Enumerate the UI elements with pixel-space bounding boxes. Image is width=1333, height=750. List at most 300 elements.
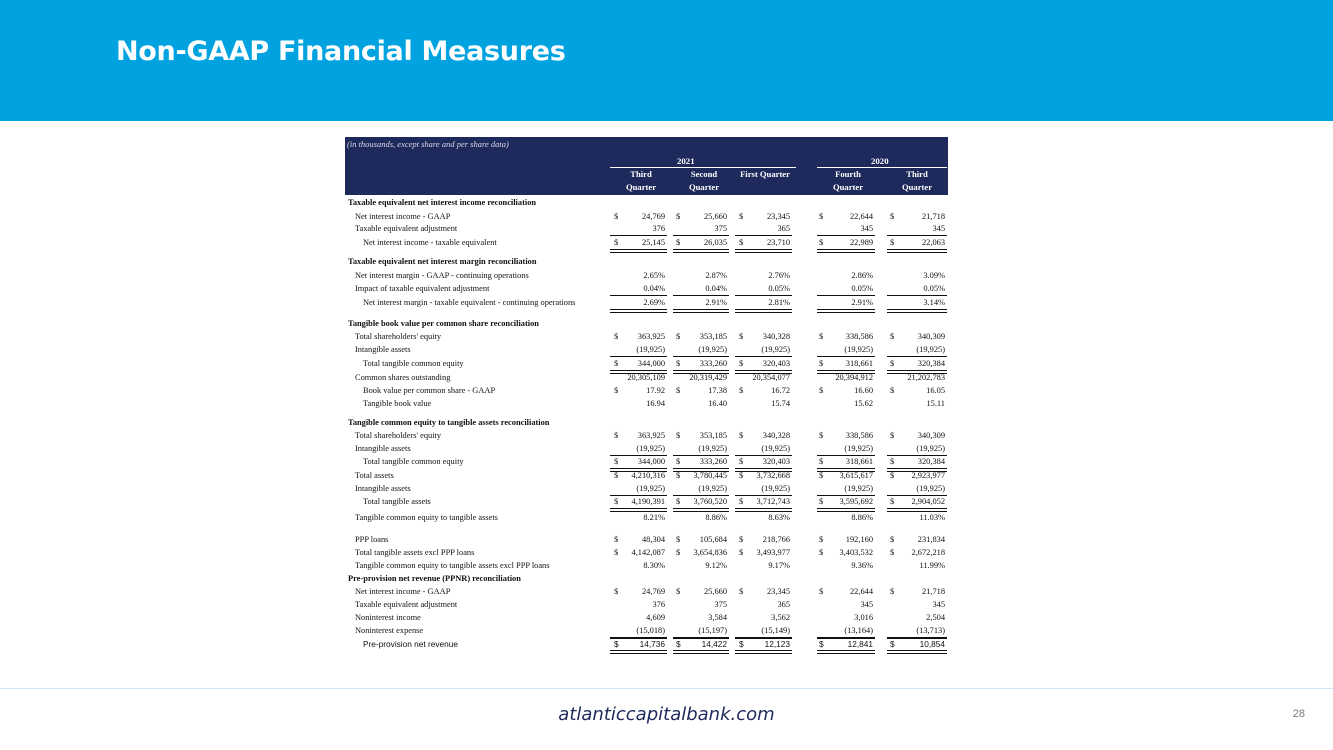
currency-symbol: $ [614, 431, 619, 440]
cell-value: 320,384 [917, 457, 945, 466]
subtotal-rule [610, 638, 667, 639]
currency-symbol: $ [739, 471, 744, 480]
cell-value: 340,328 [762, 431, 790, 440]
cell-value: 12,123 [764, 639, 790, 649]
cell-value: 17.92 [646, 386, 665, 395]
cell-value: 344,000 [637, 457, 665, 466]
cell-value: (19,925) [916, 484, 945, 493]
cell-value: 363,925 [637, 332, 665, 341]
row-label: Common shares outstanding [355, 373, 451, 382]
table-row [345, 386, 948, 398]
row-label: Net interest income - GAAP [355, 212, 451, 221]
currency-symbol: $ [614, 238, 619, 247]
total-double-rule [887, 309, 947, 313]
cell-value: 0.04% [643, 284, 665, 293]
row-label: Noninterest expense [355, 626, 424, 635]
row-label: Net interest margin - GAAP - continuing operations [355, 271, 529, 280]
row-label: Total tangible assets [363, 497, 431, 506]
row-label: Noninterest income [355, 613, 421, 622]
currency-symbol: $ [890, 587, 895, 596]
cell-value: 2.69% [643, 298, 665, 307]
currency-symbol: $ [739, 359, 744, 368]
cell-value: 8.86% [705, 513, 727, 522]
cell-value: 11.99% [919, 561, 945, 570]
section-heading [345, 574, 948, 586]
cell-value: 2,923,977 [911, 471, 945, 480]
cell-value: 10,854 [919, 639, 945, 649]
currency-symbol: $ [819, 535, 824, 544]
cell-value: 8.63% [768, 513, 790, 522]
cell-value: 48,304 [641, 535, 665, 544]
currency-symbol: $ [739, 212, 744, 221]
cell-value: 20,305,109 [627, 373, 665, 382]
cell-value: (19,925) [761, 345, 790, 354]
cell-value: 20,394,912 [835, 373, 873, 382]
row-label: Tangible common equity to tangible assets excl PPP loans [355, 561, 550, 570]
row-label: Tangible book value [363, 399, 432, 408]
cell-value: 333,260 [699, 359, 727, 368]
subtotal-rule [817, 495, 875, 496]
cell-value: 8.21% [643, 513, 665, 522]
subtotal-rule [887, 455, 947, 456]
cell-value: 22,644 [849, 587, 873, 596]
cell-value: (15,149) [761, 626, 790, 635]
subtotal-rule [610, 295, 667, 296]
cell-value: 9.17% [768, 561, 790, 570]
total-double-rule [887, 249, 947, 253]
currency-symbol: $ [676, 535, 681, 544]
total-double-rule [887, 650, 947, 654]
cell-value: 17.38 [708, 386, 727, 395]
total-double-rule [735, 309, 792, 313]
cell-value: 3,760,520 [693, 497, 727, 506]
currency-symbol: $ [890, 359, 895, 368]
cell-value: 3,615,617 [839, 471, 873, 480]
currency-symbol: $ [676, 386, 681, 395]
cell-value: (15,018) [636, 626, 665, 635]
total-double-rule [817, 650, 875, 654]
table-row [345, 535, 948, 547]
subtotal-rule [887, 638, 947, 639]
total-double-rule [735, 650, 792, 654]
cell-value: 340,309 [917, 332, 945, 341]
cell-value: 21,718 [921, 212, 945, 221]
cell-value: 320,384 [917, 359, 945, 368]
cell-value: 218,766 [762, 535, 790, 544]
subtotal-rule [887, 235, 947, 236]
currency-symbol: $ [890, 535, 895, 544]
row-label: Pre-provision net revenue [363, 639, 459, 649]
subtotal-rule [673, 235, 729, 236]
cell-value: (13,164) [844, 626, 873, 635]
cell-value: 0.04% [705, 284, 727, 293]
column-header-q3-2020: Third Quarter [901, 169, 933, 192]
table-note: (in thousands, except share and per share data) [347, 139, 509, 149]
subtotal-rule [673, 356, 729, 357]
currency-symbol: $ [819, 497, 824, 506]
currency-symbol: $ [819, 332, 824, 341]
cell-value: 353,185 [699, 431, 727, 440]
row-label: Taxable equivalent adjustment [355, 224, 458, 233]
cell-value: 2.81% [768, 298, 790, 307]
subtotal-rule [610, 356, 667, 357]
cell-value: 8.30% [643, 561, 665, 570]
cell-value: (19,925) [916, 345, 945, 354]
cell-value: 14,736 [639, 639, 665, 649]
currency-symbol: $ [739, 431, 744, 440]
row-label: Total assets [355, 471, 394, 480]
subtotal-rule [817, 295, 875, 296]
total-double-rule [673, 249, 729, 253]
cell-value: 4,210,316 [631, 471, 665, 480]
cell-value: 23,710 [766, 238, 790, 247]
total-double-rule [610, 650, 667, 654]
year-2020-label: 2020 [871, 156, 889, 166]
currency-symbol: $ [739, 238, 744, 247]
currency-symbol: $ [890, 639, 895, 649]
row-label: Intangible assets [355, 444, 411, 453]
row-label: Taxable equivalent net interest income reconciliation [348, 198, 537, 207]
currency-symbol: $ [739, 497, 744, 506]
cell-value: 231,834 [917, 535, 945, 544]
currency-symbol: $ [614, 639, 619, 649]
cell-value: 21,718 [921, 587, 945, 596]
cell-value: 2.91% [705, 298, 727, 307]
cell-value: 3,562 [771, 613, 790, 622]
table-row [345, 399, 948, 411]
cell-value: 3,493,977 [756, 548, 790, 557]
row-label: Total tangible assets excl PPP loans [355, 548, 475, 557]
currency-symbol: $ [614, 386, 619, 395]
cell-value: (19,925) [916, 444, 945, 453]
section-heading [345, 418, 948, 430]
cell-value: 345 [860, 224, 873, 233]
cell-value: 15.11 [926, 399, 945, 408]
subtotal-rule [673, 638, 729, 639]
cell-value: 320,403 [762, 359, 790, 368]
cell-value: 4,142,087 [631, 548, 665, 557]
currency-symbol: $ [890, 457, 895, 466]
subtotal-rule [673, 295, 729, 296]
cell-value: 2,504 [926, 613, 945, 622]
currency-symbol: $ [819, 471, 824, 480]
cell-value: (19,925) [698, 345, 727, 354]
total-double-rule [887, 508, 947, 512]
cell-value: 3,712,743 [756, 497, 790, 506]
cell-value: 363,925 [637, 431, 665, 440]
footer-website-link[interactable]: atlanticcapitalbank.com [558, 704, 775, 725]
table-row [345, 613, 948, 625]
cell-value: 25,145 [641, 238, 665, 247]
cell-value: 3.14% [923, 298, 945, 307]
currency-symbol: $ [819, 548, 824, 557]
cell-value: 340,309 [917, 431, 945, 440]
cell-value: 22,989 [849, 238, 873, 247]
currency-symbol: $ [739, 639, 744, 649]
row-label: Tangible common equity to tangible assets reconciliation [348, 418, 550, 427]
row-label: Net interest income - taxable equivalent [363, 238, 497, 247]
cell-value: 338,586 [845, 431, 873, 440]
year-2021-label: 2021 [677, 156, 695, 166]
cell-value: 3,732,668 [756, 471, 790, 480]
currency-symbol: $ [614, 535, 619, 544]
cell-value: 9.12% [705, 561, 727, 570]
currency-symbol: $ [819, 386, 824, 395]
row-label: Tangible book value per common share reconciliation [348, 319, 539, 328]
cell-value: 345 [932, 600, 945, 609]
currency-symbol: $ [676, 332, 681, 341]
subtotal-rule [817, 235, 875, 236]
cell-value: (19,925) [844, 444, 873, 453]
cell-value: 376 [652, 600, 665, 609]
cell-value: 375 [714, 224, 727, 233]
cell-value: 22,644 [849, 212, 873, 221]
cell-value: 23,345 [766, 587, 790, 596]
cell-value: 8.86% [851, 513, 873, 522]
table-row [345, 212, 948, 224]
cell-value: 2.91% [851, 298, 873, 307]
currency-symbol: $ [739, 332, 744, 341]
table-row [345, 373, 948, 385]
cell-value: (19,925) [844, 484, 873, 493]
cell-value: 333,260 [699, 457, 727, 466]
cell-value: 24,769 [641, 212, 665, 221]
row-label: Tangible common equity to tangible assets [355, 513, 498, 522]
total-double-rule [673, 650, 729, 654]
cell-value: (19,925) [636, 444, 665, 453]
cell-value: 11.03% [919, 513, 945, 522]
cell-value: 4,609 [646, 613, 665, 622]
table-row [345, 271, 948, 283]
cell-value: 3.09% [923, 271, 945, 280]
row-label: Taxable equivalent net interest margin reconciliation [348, 257, 537, 266]
cell-value: 15.62 [854, 399, 873, 408]
cell-value: 3,595,692 [839, 497, 873, 506]
currency-symbol: $ [614, 332, 619, 341]
row-label: Net interest margin - taxable equivalent - continuing operations [363, 298, 576, 307]
financial-table [345, 137, 948, 715]
total-double-rule [817, 309, 875, 313]
currency-symbol: $ [739, 548, 744, 557]
subtotal-rule [735, 638, 792, 639]
table-header [345, 137, 948, 195]
cell-value: (19,925) [761, 484, 790, 493]
currency-symbol: $ [890, 471, 895, 480]
total-double-rule [610, 508, 667, 512]
currency-symbol: $ [676, 359, 681, 368]
table-row [345, 561, 948, 573]
cell-value: 2.65% [643, 271, 665, 280]
subtotal-rule [610, 235, 667, 236]
currency-symbol: $ [614, 359, 619, 368]
table-row [345, 548, 948, 560]
cell-value: (19,925) [844, 345, 873, 354]
cell-value: 21,202,783 [907, 373, 945, 382]
page-number: 28 [1292, 708, 1305, 720]
currency-symbol: $ [819, 212, 824, 221]
subtotal-rule [817, 638, 875, 639]
cell-value: 105,684 [699, 535, 727, 544]
subtotal-rule [887, 495, 947, 496]
cell-value: 2.86% [851, 271, 873, 280]
total-double-rule [610, 309, 667, 313]
subtotal-rule [673, 455, 729, 456]
table-row [345, 431, 948, 443]
cell-value: 2.87% [705, 271, 727, 280]
column-header-q4-2020: Fourth Quarter [832, 169, 864, 192]
cell-value: 320,403 [762, 457, 790, 466]
cell-value: 345 [860, 600, 873, 609]
cell-value: 9.36% [851, 561, 873, 570]
subtotal-rule [735, 295, 792, 296]
cell-value: 4,190,391 [631, 497, 665, 506]
cell-value: 344,000 [637, 359, 665, 368]
total-double-rule [817, 508, 875, 512]
currency-symbol: $ [676, 212, 681, 221]
currency-symbol: $ [614, 497, 619, 506]
cell-value: 3,016 [854, 613, 873, 622]
cell-value: 25,660 [703, 212, 727, 221]
cell-value: 345 [932, 224, 945, 233]
currency-symbol: $ [890, 238, 895, 247]
cell-value: 353,185 [699, 332, 727, 341]
currency-symbol: $ [614, 587, 619, 596]
currency-symbol: $ [819, 457, 824, 466]
subtotal-rule [673, 495, 729, 496]
total-double-rule [735, 249, 792, 253]
cell-value: 25,660 [703, 587, 727, 596]
cell-value: 16.40 [708, 399, 727, 408]
cell-value: (13,713) [916, 626, 945, 635]
cell-value: 318,661 [845, 457, 873, 466]
currency-symbol: $ [819, 238, 824, 247]
table-row [345, 587, 948, 599]
total-double-rule [673, 508, 729, 512]
currency-symbol: $ [614, 548, 619, 557]
subtotal-rule [735, 235, 792, 236]
cell-value: 2,672,218 [911, 548, 945, 557]
currency-symbol: $ [819, 587, 824, 596]
currency-symbol: $ [890, 548, 895, 557]
cell-value: 338,586 [845, 332, 873, 341]
cell-value: 375 [714, 600, 727, 609]
row-label: Impact of taxable equivalent adjustment [355, 284, 490, 293]
row-label: PPP loans [355, 535, 389, 544]
cell-value: 3,403,532 [839, 548, 873, 557]
currency-symbol: $ [739, 386, 744, 395]
currency-symbol: $ [676, 238, 681, 247]
cell-value: 3,584 [708, 613, 727, 622]
subtotal-rule [735, 356, 792, 357]
cell-value: (19,925) [636, 345, 665, 354]
currency-symbol: $ [739, 587, 744, 596]
section-heading [345, 257, 948, 269]
currency-symbol: $ [614, 212, 619, 221]
currency-symbol: $ [676, 639, 681, 649]
cell-value: 15.74 [771, 399, 790, 408]
row-label: Intangible assets [355, 484, 411, 493]
row-label: Taxable equivalent adjustment [355, 600, 458, 609]
total-double-rule [610, 249, 667, 253]
cell-value: 192,160 [845, 535, 873, 544]
column-header-q2-2021: Second Quarter [688, 169, 720, 192]
currency-symbol: $ [819, 359, 824, 368]
currency-symbol: $ [890, 332, 895, 341]
currency-symbol: $ [676, 457, 681, 466]
currency-symbol: $ [676, 471, 681, 480]
section-heading [345, 319, 948, 331]
cell-value: 376 [652, 224, 665, 233]
row-label: Total tangible common equity [363, 457, 464, 466]
column-header-q1-2021: First Quarter [740, 169, 790, 179]
currency-symbol: $ [819, 431, 824, 440]
row-label: Intangible assets [355, 345, 411, 354]
cell-value: 22,063 [921, 238, 945, 247]
total-double-rule [735, 508, 792, 512]
subtotal-rule [610, 495, 667, 496]
currency-symbol: $ [890, 497, 895, 506]
subtotal-rule [817, 455, 875, 456]
currency-symbol: $ [614, 471, 619, 480]
row-label: Total shareholders' equity [355, 431, 442, 440]
cell-value: 340,328 [762, 332, 790, 341]
cell-value: (19,925) [636, 484, 665, 493]
table-row [345, 471, 948, 483]
cell-value: 16.05 [926, 386, 945, 395]
total-double-rule [673, 309, 729, 313]
cell-value: 16.94 [646, 399, 665, 408]
cell-value: 20,354,077 [752, 373, 790, 382]
row-label: Net interest income - GAAP [355, 587, 451, 596]
row-label: Total shareholders' equity [355, 332, 442, 341]
page-title: Non-GAAP Financial Measures [116, 36, 566, 67]
currency-symbol: $ [676, 497, 681, 506]
cell-value: 0.05% [923, 284, 945, 293]
cell-value: (19,925) [698, 484, 727, 493]
subtotal-rule [887, 356, 947, 357]
cell-value: 365 [777, 600, 790, 609]
currency-symbol: $ [676, 548, 681, 557]
cell-value: 20,319,429 [689, 373, 727, 382]
currency-symbol: $ [890, 431, 895, 440]
total-double-rule [817, 249, 875, 253]
currency-symbol: $ [739, 457, 744, 466]
subtotal-rule [887, 295, 947, 296]
table-row [345, 600, 948, 612]
currency-symbol: $ [676, 431, 681, 440]
row-label: Total tangible common equity [363, 359, 464, 368]
cell-value: (19,925) [761, 444, 790, 453]
cell-value: (19,925) [698, 444, 727, 453]
currency-symbol: $ [614, 457, 619, 466]
cell-value: 0.05% [768, 284, 790, 293]
row-label: Pre-provision net revenue (PPNR) reconciliation [348, 574, 521, 583]
currency-symbol: $ [890, 212, 895, 221]
currency-symbol: $ [739, 535, 744, 544]
cell-value: 318,661 [845, 359, 873, 368]
cell-value: 23,345 [766, 212, 790, 221]
row-label: Book value per common share - GAAP [363, 386, 496, 395]
currency-symbol: $ [819, 639, 824, 649]
cell-value: 3,654,836 [693, 548, 727, 557]
cell-value: 16.60 [854, 386, 873, 395]
table-row [345, 332, 948, 344]
table-row [345, 513, 948, 525]
cell-value: 3,780,445 [693, 471, 727, 480]
cell-value: 12,841 [847, 639, 873, 649]
subtotal-rule [735, 455, 792, 456]
subtotal-rule [817, 356, 875, 357]
